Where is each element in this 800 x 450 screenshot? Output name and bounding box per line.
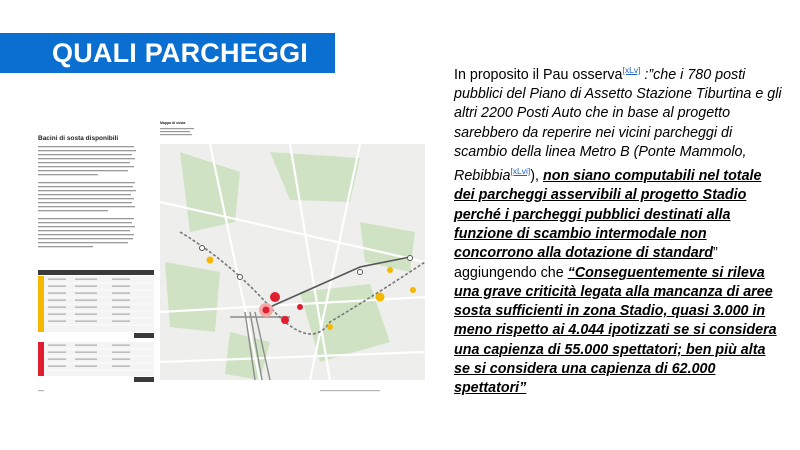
slide-title-bar [0,33,335,73]
quote-part1: :”che i 780 posti pubblici del Piano di Assetto Stazione Tiburtina e gli altri 2200 Posti Auto che in base al progetto sarebbero da reperire nei vicini parcheggi di scambio della linea Metro B (Ponte Mammolo, Rebibbia [454,66,782,185]
doc-section-title: Bacini di sosta disponibili [38,135,119,142]
doc-side-note-title: Mappa di sosta [160,121,186,125]
quote-part2: ), [530,168,543,185]
footnote-ref-xlvi[interactable]: [xLvi] [510,166,531,177]
doc-parking-table [38,270,154,382]
quote-intro: In proposito il Pau osserva [454,66,623,83]
doc-map [160,144,425,380]
footnote-ref-xlv[interactable]: [xLv] [622,65,641,75]
pau-quote-text [454,61,784,399]
quote-bold1: non siano computabili nel totale dei parcheggi asservibili al progetto Stadio perché i parcheggi pubblici destinati alla funzione di scambio intermodale non concorrono alla dotazione di standard [454,168,762,262]
quote-bold2: “Conseguentemente si rileva una grave criticità legata alla mancanza di aree sosta sufficienti in zona Stadio, quasi 3.000 in meno rispetto ai 4.044 ipotizzati se si considera una capienza di 55.000 spettatori; ben più alta se si considera una capienza di 62.000 spettatori” [454,264,777,397]
slide-title: QUALI PARCHEGGI [52,37,309,68]
doc-side-note-lines [160,128,194,135]
quote-part3: ” aggiungendo che [454,245,718,281]
parking-document-image [30,112,425,398]
parking-document-figure [30,112,425,398]
